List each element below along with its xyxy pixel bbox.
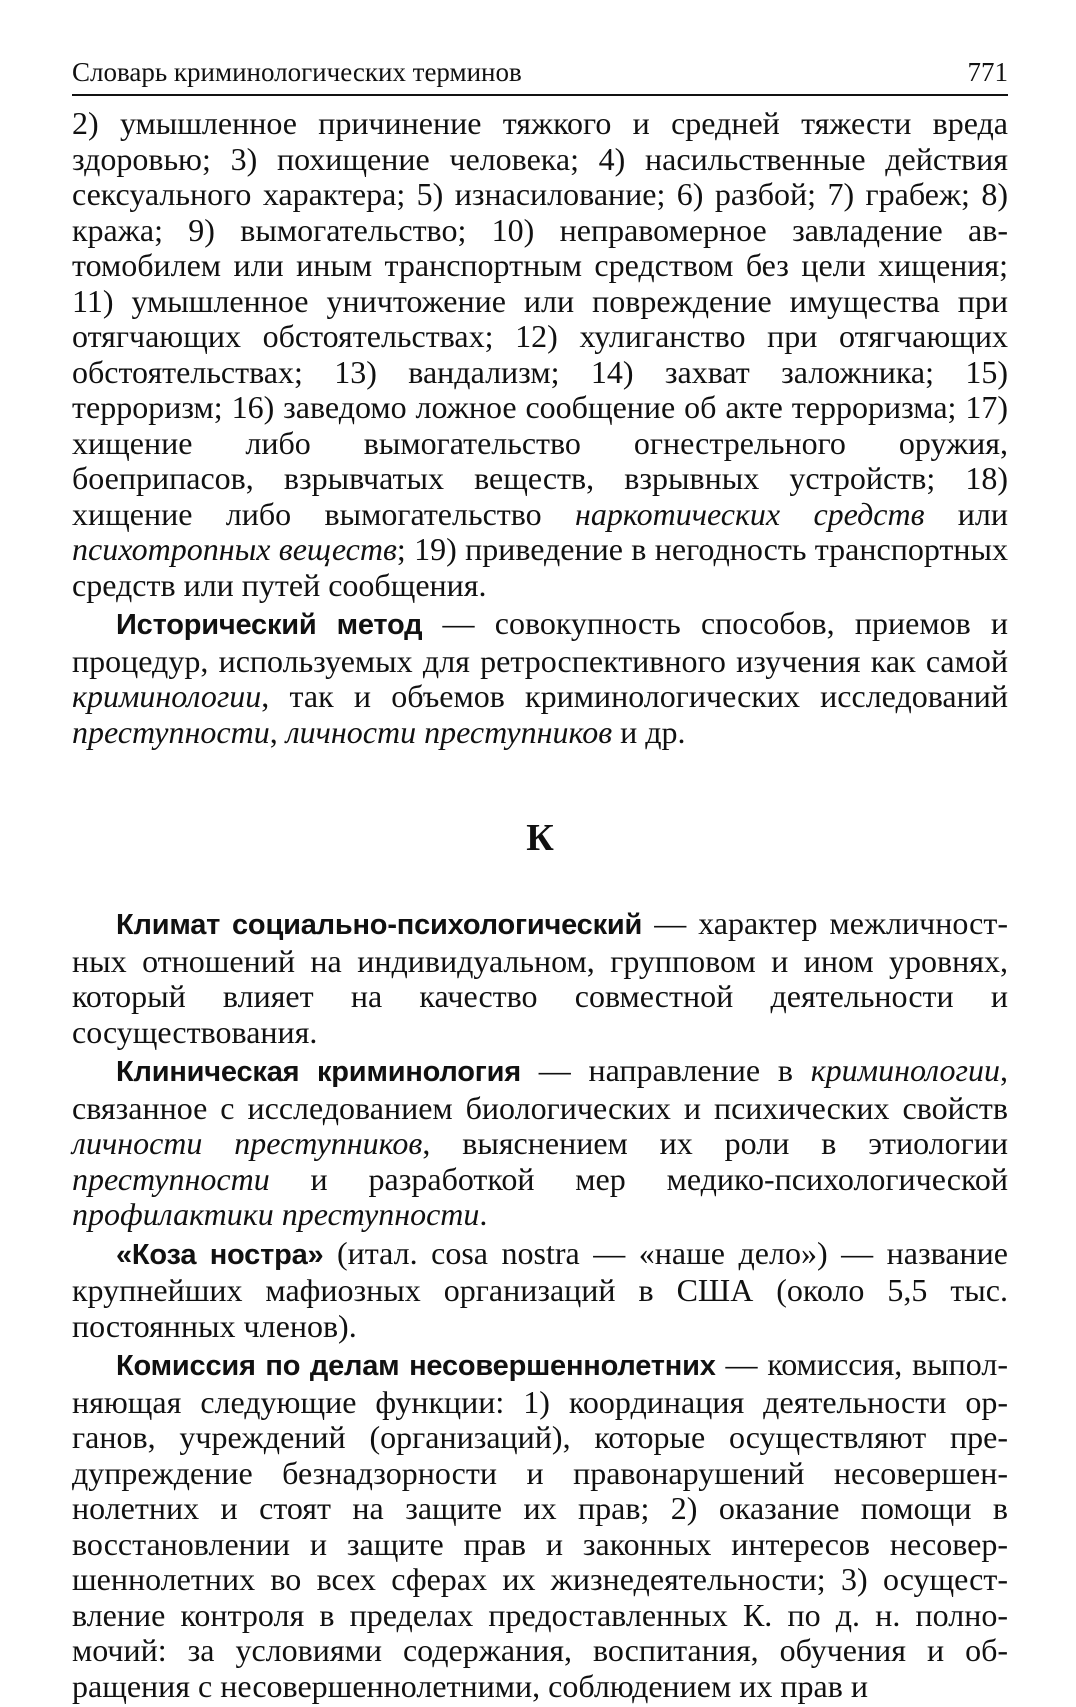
text-run: и разработкой мер медико-психологической (269, 1160, 1008, 1197)
cross-reference: психотропных веществ (72, 531, 397, 567)
text-run: (итал. cosa nostra — «наше дело») — название крупнейших мафиозных организаций в США (около 5,5 тыс. постоянных членов). (72, 1234, 1008, 1344)
cross-reference: преступности (72, 1160, 270, 1197)
cross-reference: криминологии (810, 1052, 1000, 1088)
cross-reference: криминологии (72, 678, 262, 714)
text-run: 2) умышленное причинение тяжкого и средней тяжести вреда здоровью; 3) похищение человека; 4) насильственные действия сексуального характера; 5) изнасилование; 6) разбой; 7) грабеж; 8) кража; 9) вымогательство; 10) неправомерное завладение автомобилем или иным транспортным средством без цели хищения; 11) умышленное уничтожение или повреждение имущества при отягчающих обстоятельствах; 12) хулиганство при отягчающих обстоятельствах; 13) вандализм; 14) захват заложника; 15) терроризм; 16) заведомо ложное сообщение об акте терроризма; 17) хищение либо вымогательство огнестрельного оружия, боеприпасов, взрывчатых веществ, взрывных устройств; 18) хищение либо вымогательство (72, 105, 1008, 532)
entry-climate (72, 906, 1008, 1050)
cross-reference: личности преступников (72, 1125, 423, 1161)
cross-reference: профилактики преступности (72, 1196, 480, 1232)
text-run: , (269, 713, 286, 750)
page-number: 771 (967, 57, 1008, 87)
entry-term: «Коза ностра» (116, 1238, 324, 1271)
entry-clinical-criminology (72, 1053, 1008, 1233)
cross-reference: личности преступников (285, 713, 613, 750)
entry-historical-method (72, 606, 1008, 750)
continuation-paragraph (72, 106, 1008, 603)
text-run: — совокупность способов, приемов и процедур, используемых для ретроспективного изучения как самой (72, 605, 1008, 679)
text-run: . (479, 1196, 488, 1232)
text-run: — характер межличностных отношений на индивидуальном, групповом и ином уровнях, который влияет на качество совместной деятельности и сосуществования. (72, 905, 1008, 1050)
text-run: , связанное с исследованием биологических и психических свойств (72, 1052, 1008, 1126)
entry-juvenile-commission (72, 1347, 1008, 1704)
entry-term: Комиссия по делам несовершеннолетних (116, 1350, 716, 1382)
text-run: — комиссия, выполняющая следующие функции: 1) координация деятельности органов, учреждений (организаций), которые осуществляют предупреждение безнадзорности и правонарушений несовершеннолетних и стоят на защите их прав; 2) оказание помощи в восстановлении и защите прав и законных интересов несовершеннолетних во всех сферах их жизнедеятельности; 3) осуществление контроля в пределах предоставленных К. по д. н. полномочий: за условиями содержания, воспитания, обучения и обращения с несовершеннолетними, соблюдением их прав и (72, 1346, 1008, 1704)
text-run: и др. (612, 713, 686, 750)
entry-term: Клиническая криминология (116, 1056, 522, 1088)
cross-reference: преступности (72, 713, 270, 750)
cross-reference: наркотических средств (574, 495, 925, 532)
entry-term: Исторический метод (116, 609, 423, 641)
dictionary-body (72, 106, 1008, 1704)
text-run: , так и объемов криминологических исследований (261, 678, 1008, 714)
text-run: — направление в (521, 1052, 811, 1088)
dictionary-page (72, 52, 1008, 1707)
text-run: ; 19) приведение в негодность транспортных средств или путей сообщения. (72, 531, 1009, 603)
entry-term: Климат социально-психологический (116, 909, 643, 941)
text-run: , выяснением их роли в этиологии (422, 1125, 1008, 1161)
running-title: Словарь криминологических терминов (72, 57, 522, 87)
section-letter: К (526, 817, 554, 859)
entry-cosa-nostra (72, 1236, 1008, 1345)
running-header (72, 52, 1008, 96)
text-run: или (924, 495, 1008, 532)
